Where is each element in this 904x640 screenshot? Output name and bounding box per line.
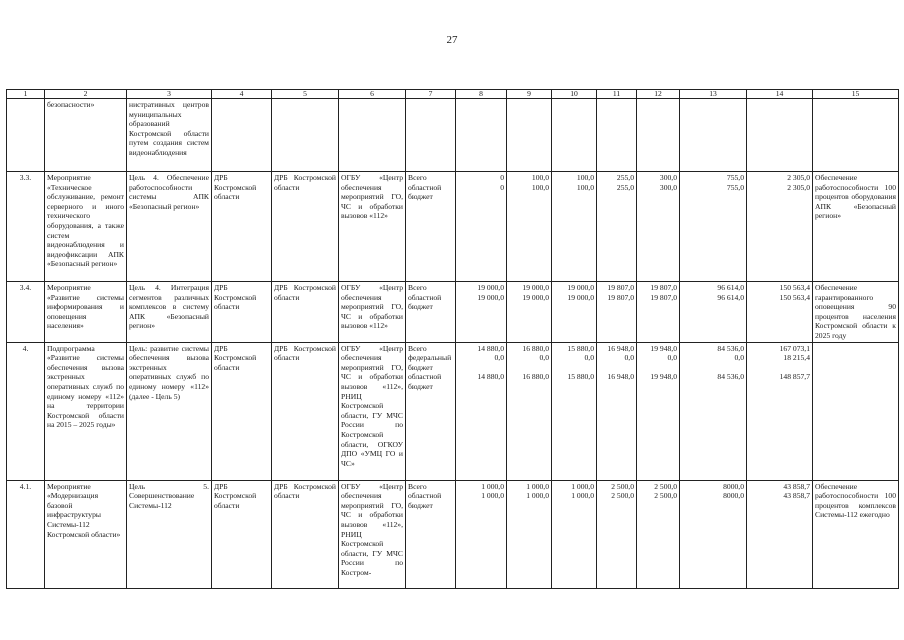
item-number	[7, 99, 45, 172]
amount-cell	[456, 99, 507, 172]
customer: ДРБ Костромской области	[212, 480, 272, 588]
item-number: 4.1.	[7, 480, 45, 588]
amount-cell: 2 500,0 2 500,0	[637, 480, 680, 588]
column-number: 11	[597, 90, 637, 99]
expected-result	[813, 99, 899, 172]
customer: ДРБ Костромской области	[212, 282, 272, 343]
amount-cell	[507, 99, 552, 172]
amount-cell	[680, 99, 747, 172]
item-number: 4.	[7, 342, 45, 480]
amount-cell: 100,0 100,0	[507, 172, 552, 282]
column-number: 3	[127, 90, 212, 99]
column-number: 12	[637, 90, 680, 99]
amount-cell: 19 807,0 19 807,0	[637, 282, 680, 343]
page-number: 27	[446, 34, 458, 46]
executor: ОГБУ «Центр обеспечения мероприятий ГО, ЧС и обработки вызовов «112»	[339, 172, 406, 282]
table-row	[7, 282, 899, 343]
amount-cell: 8000,0 8000,0	[680, 480, 747, 588]
amount-cell: 100,0 100,0	[552, 172, 597, 282]
column-number: 4	[212, 90, 272, 99]
column-number: 6	[339, 90, 406, 99]
amount-cell: 755,0 755,0	[680, 172, 747, 282]
executor	[339, 99, 406, 172]
column-number: 14	[747, 90, 813, 99]
amount-cell: 16 948,0 0,0 16 948,0	[597, 342, 637, 480]
table-row	[7, 99, 899, 172]
funding-source: Всего областной бюджет	[406, 282, 456, 343]
table-row	[7, 342, 899, 480]
funding-source	[406, 99, 456, 172]
amount-cell: 15 880,0 0,0 15 880,0	[552, 342, 597, 480]
amount-cell: 1 000,0 1 000,0	[507, 480, 552, 588]
coordinator: ДРБ Костромской области	[272, 172, 339, 282]
program-table	[6, 89, 899, 589]
amount-cell: 0 0	[456, 172, 507, 282]
amount-cell	[552, 99, 597, 172]
column-number-row	[7, 90, 899, 99]
measure-name: безопасности»	[45, 99, 127, 172]
funding-source: Всего областной бюджет	[406, 480, 456, 588]
measure-name: Мероприятие «Развитие системы информирования и оповещения населения»	[45, 282, 127, 343]
amount-cell: 1 000,0 1 000,0	[456, 480, 507, 588]
total-amount: 2 305,0 2 305,0	[747, 172, 813, 282]
column-number: 9	[507, 90, 552, 99]
goal-text: Цель 4. Интеграция сегментов различных комплексов в систему АПК «Безопасный регион»	[127, 282, 212, 343]
funding-source: Всего федеральный бюджет областной бюджет	[406, 342, 456, 480]
customer	[212, 99, 272, 172]
column-number: 13	[680, 90, 747, 99]
amount-cell: 255,0 255,0	[597, 172, 637, 282]
amount-cell	[637, 99, 680, 172]
funding-source: Всего областной бюджет	[406, 172, 456, 282]
expected-result: Обеспечение работоспособности 100 процентов комплексов Системы-112 ежегодно	[813, 480, 899, 588]
amount-cell: 2 500,0 2 500,0	[597, 480, 637, 588]
total-amount: 43 858,7 43 858,7	[747, 480, 813, 588]
measure-name: Мероприятие «Техническое обслуживание, ремонт серверного и иного технического оборудования, а также систем видеонаблюдения и видеофиксации АПК «Безопасный регион»	[45, 172, 127, 282]
measure-name: Подпрограмма «Развитие системы обеспечения вызова экстренных оперативных служб по единому номеру «112» на территории Костромской области на 2015 – 2025 годы»	[45, 342, 127, 480]
amount-cell: 19 807,0 19 807,0	[597, 282, 637, 343]
table-row	[7, 172, 899, 282]
amount-cell: 300,0 300,0	[637, 172, 680, 282]
coordinator: ДРБ Костромской области	[272, 480, 339, 588]
amount-cell: 19 948,0 0,0 19 948,0	[637, 342, 680, 480]
total-amount: 150 563,4 150 563,4	[747, 282, 813, 343]
amount-cell	[597, 99, 637, 172]
expected-result: Обеспечение гарантированного оповещения 90 процентов населения Костромской области к 2025 году	[813, 282, 899, 343]
goal-text: Цель 4. Обеспечение работоспособности системы АПК «Безопасный регион»	[127, 172, 212, 282]
column-number: 15	[813, 90, 899, 99]
expected-result: Обеспечение работоспособности 100 процентов оборудования АПК «Безопасный регион»	[813, 172, 899, 282]
goal-text: Цель 5. Совершенствование Системы-112	[127, 480, 212, 588]
coordinator: ДРБ Костромской области	[272, 282, 339, 343]
column-number: 7	[406, 90, 456, 99]
column-number: 1	[7, 90, 45, 99]
executor: ОГБУ «Центр обеспечения мероприятий ГО, ЧС и обработки вызовов «112»	[339, 282, 406, 343]
customer: ДРБ Костромской области	[212, 342, 272, 480]
column-number: 2	[45, 90, 127, 99]
amount-cell: 14 880,0 0,0 14 880,0	[456, 342, 507, 480]
amount-cell: 1 000,0 1 000,0	[552, 480, 597, 588]
amount-cell: 96 614,0 96 614,0	[680, 282, 747, 343]
item-number: 3.4.	[7, 282, 45, 343]
customer: ДРБ Костромской области	[212, 172, 272, 282]
amount-cell: 19 000,0 19 000,0	[552, 282, 597, 343]
total-amount	[747, 99, 813, 172]
goal-text: нистративных центров муниципальных образований Костромской области путем создания систем видеонаблюдения	[127, 99, 212, 172]
column-number: 8	[456, 90, 507, 99]
executor: ОГБУ «Центр обеспечения мероприятий ГО, ЧС и обработки вызовов «112», РНИЦ Костромской области, ГУ МЧС России по Костромской области, ОГКОУ ДПО «УМЦ ГО и ЧС»	[339, 342, 406, 480]
total-amount: 167 073,1 18 215,4 148 857,7	[747, 342, 813, 480]
executor: ОГБУ «Центр обеспечения мероприятий ГО, ЧС и обработки вызовов «112», РНИЦ Костромской области, ГУ МЧС России по Костром-	[339, 480, 406, 588]
amount-cell: 19 000,0 19 000,0	[507, 282, 552, 343]
column-number: 10	[552, 90, 597, 99]
amount-cell: 19 000,0 19 000,0	[456, 282, 507, 343]
item-number: 3.3.	[7, 172, 45, 282]
column-number: 5	[272, 90, 339, 99]
table-row	[7, 480, 899, 588]
coordinator: ДРБ Костромской области	[272, 342, 339, 480]
coordinator	[272, 99, 339, 172]
goal-text: Цель: развитие системы обеспечения вызова экстренных оперативных служб по единому номеру «112» (далее - Цель 5)	[127, 342, 212, 480]
amount-cell: 84 536,0 0,0 84 536,0	[680, 342, 747, 480]
measure-name: Мероприятие «Модернизация базовой инфраструктуры Системы-112 Костромской области»	[45, 480, 127, 588]
amount-cell: 16 880,0 0,0 16 880,0	[507, 342, 552, 480]
expected-result	[813, 342, 899, 480]
